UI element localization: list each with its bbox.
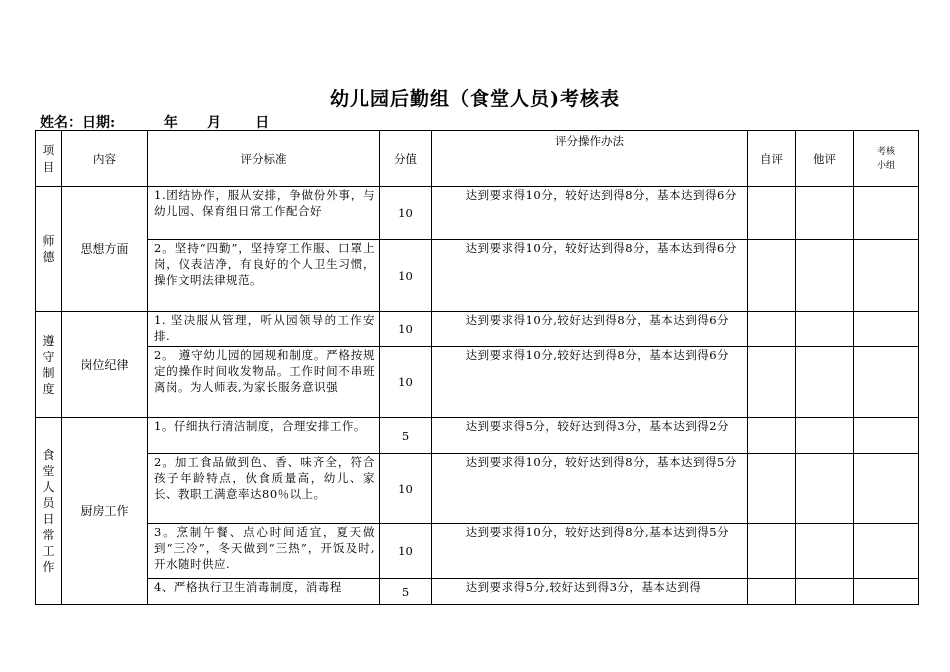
month-label: 月 (207, 115, 222, 131)
header-peer: 他评 (796, 131, 854, 187)
score-cell: 10 (380, 524, 432, 579)
method-cell: 达到要求得10分，较好达到得8分,基本达到得5分 (432, 524, 748, 579)
criteria-cell: 2。加工食品做到色、香、味齐全，符合孩子年龄特点，伙食质量高，幼儿、家长、教职工满意率达80％以上。 (148, 454, 380, 524)
method-cell: 达到要求得10分,较好达到得8分，基本达到得6分 (432, 347, 748, 418)
header-score: 分值 (380, 131, 432, 187)
self-eval-cell[interactable] (748, 454, 796, 524)
peer-eval-cell[interactable] (796, 312, 854, 347)
group-eval-cell[interactable] (854, 347, 919, 418)
section-item: 遵守制度 (36, 312, 62, 418)
criteria-cell: 2。坚持“四勤”，坚持穿工作服、口罩上岗，仪表洁净，有良好的个人卫生习惯，操作文明法律规范。 (148, 240, 380, 312)
section-content: 思想方面 (62, 187, 148, 312)
header-item: 项目 (36, 131, 62, 187)
peer-eval-cell[interactable] (796, 240, 854, 312)
group-eval-cell[interactable] (854, 187, 919, 240)
self-eval-cell[interactable] (748, 187, 796, 240)
header-group: 考核小组 (854, 131, 919, 187)
table-row (36, 524, 919, 579)
table-row (36, 187, 919, 240)
section-content: 岗位纪律 (62, 312, 148, 418)
self-eval-cell[interactable] (748, 312, 796, 347)
table-row (36, 240, 919, 312)
peer-eval-cell[interactable] (796, 347, 854, 418)
section-item: 食堂人员日常工作 (36, 418, 62, 605)
header-method: 评分操作办法 (432, 131, 748, 187)
peer-eval-cell[interactable] (796, 524, 854, 579)
criteria-cell: 4、严格执行卫生消毒制度，消毒程 (148, 579, 380, 605)
method-cell: 达到要求得10分，较好达到得8分，基本达到得6分 (432, 187, 748, 240)
name-label: 姓名： (40, 115, 82, 131)
page-title: 幼儿园后勤组（食堂人员)考核表 (330, 88, 620, 110)
method-cell: 达到要求得5分，较好达到得3分，基本达到得2分 (432, 418, 748, 454)
table-row (36, 312, 919, 347)
group-eval-cell[interactable] (854, 579, 919, 605)
peer-eval-cell[interactable] (796, 187, 854, 240)
score-cell: 10 (380, 312, 432, 347)
day-label: 日 (255, 115, 270, 131)
table-row (36, 454, 919, 524)
criteria-cell: 3。烹制午餐、点心时间适宜，夏天做到“三冷”，冬天做到“三热”，开饭及时,开水随时供应. (148, 524, 380, 579)
section-content: 厨房工作 (62, 418, 148, 605)
criteria-cell: 2。 遵守幼儿园的园规和制度。严格按规定的操作时间收发物品。工作时间不串班离岗。为人师表,为家长服务意识强 (148, 347, 380, 418)
assessment-table (35, 130, 919, 605)
method-cell: 达到要求得10分,较好达到得8分，基本达到得6分 (432, 312, 748, 347)
section-item: 师德 (36, 187, 62, 312)
peer-eval-cell[interactable] (796, 418, 854, 454)
group-eval-cell[interactable] (854, 524, 919, 579)
self-eval-cell[interactable] (748, 347, 796, 418)
peer-eval-cell[interactable] (796, 454, 854, 524)
table-row (36, 418, 919, 454)
self-eval-cell[interactable] (748, 240, 796, 312)
group-eval-cell[interactable] (854, 418, 919, 454)
table-row (36, 347, 919, 418)
group-eval-cell[interactable] (854, 454, 919, 524)
group-eval-cell[interactable] (854, 240, 919, 312)
date-label: 日期: (82, 115, 116, 131)
method-cell: 达到要求得10分，较好达到得8分，基本达到得5分 (432, 454, 748, 524)
year-label: 年 (163, 115, 178, 131)
criteria-cell: 1. 坚决服从管理，听从园领导的工作安排. (148, 312, 380, 347)
header-criteria: 评分标准 (148, 131, 380, 187)
score-cell: 10 (380, 187, 432, 240)
score-cell: 5 (380, 418, 432, 454)
header-row (36, 131, 919, 187)
self-eval-cell[interactable] (748, 418, 796, 454)
group-eval-cell[interactable] (854, 312, 919, 347)
method-cell: 达到要求得5分,较好达到得3分，基本达到得 (432, 579, 748, 605)
info-line (40, 112, 269, 132)
peer-eval-cell[interactable] (796, 579, 854, 605)
table-row (36, 579, 919, 605)
criteria-cell: 1.团结协作，服从安排，争做份外事，与幼儿园、保育组日常工作配合好 (148, 187, 380, 240)
criteria-cell: 1。仔细执行清洁制度，合理安排工作。 (148, 418, 380, 454)
method-cell: 达到要求得10分，较好达到得8分，基本达到得6分 (432, 240, 748, 312)
self-eval-cell[interactable] (748, 524, 796, 579)
score-cell: 10 (380, 240, 432, 312)
score-cell: 10 (380, 347, 432, 418)
score-cell: 10 (380, 454, 432, 524)
score-cell: 5 (380, 579, 432, 605)
header-content: 内容 (62, 131, 148, 187)
self-eval-cell[interactable] (748, 579, 796, 605)
header-self: 自评 (748, 131, 796, 187)
